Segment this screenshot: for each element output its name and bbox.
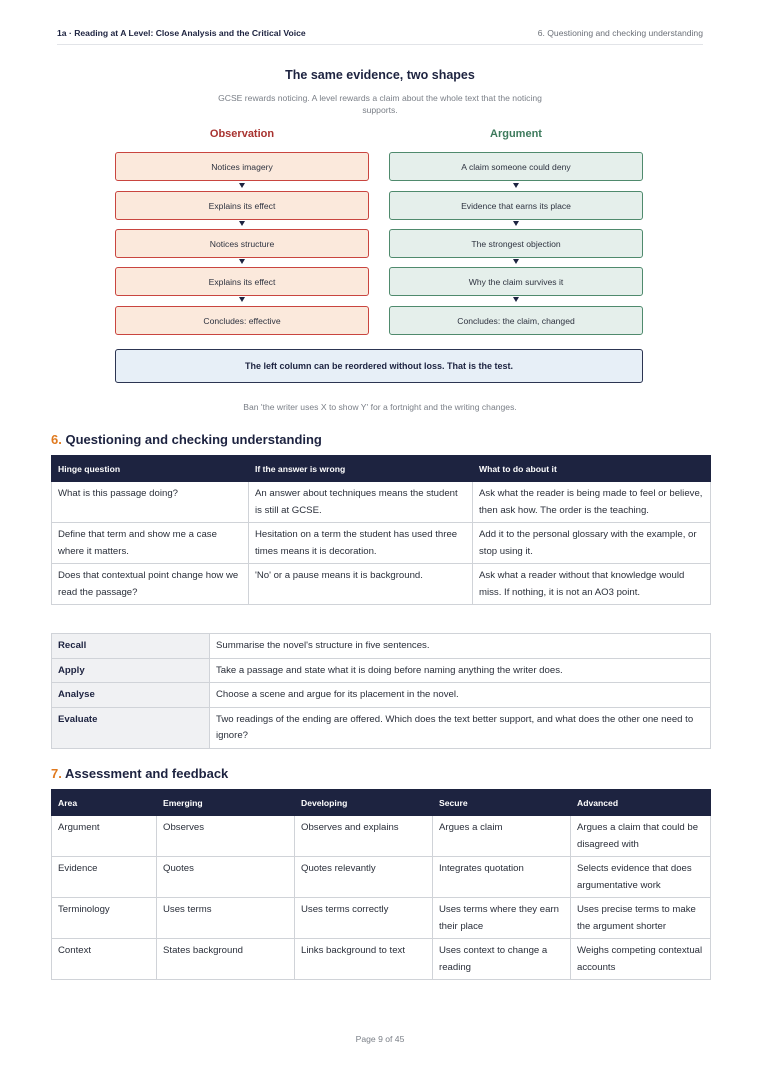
down-arrow-icon (239, 259, 245, 264)
table-cell: Define that term and show me a case where it matters. (52, 523, 249, 564)
level-label: Recall (52, 634, 210, 659)
question-levels-table (51, 633, 711, 749)
table-cell: Observes (157, 816, 295, 857)
table-cell: Add it to the personal glossary with the example, or stop using it. (473, 523, 711, 564)
table-cell: Does that contextual point change how we read the passage? (52, 564, 249, 605)
page-number: Page 9 of 45 (355, 1034, 405, 1044)
table-cell: Quotes relevantly (295, 857, 433, 898)
column-header: If the answer is wrong (249, 456, 473, 482)
column-header: Developing (295, 790, 433, 816)
table-row (52, 898, 711, 939)
down-arrow-icon (513, 297, 519, 302)
document-title: 1a · Reading at A Level: Close Analysis and the Critical Voice (57, 28, 306, 38)
current-section: 6. Questioning and checking understanding (537, 28, 703, 38)
table-row (52, 564, 711, 605)
table-cell: Uses context to change a reading (433, 939, 571, 980)
table-row (52, 816, 711, 857)
down-arrow-icon (513, 183, 519, 188)
section-number: 7. (51, 766, 62, 781)
table-cell: Ask what a reader without that knowledge would miss. If nothing, it is not an AO3 point. (473, 564, 711, 605)
table-cell: Take a passage and state what it is doing before naming anything the writer does. (210, 658, 711, 683)
table-row (52, 939, 711, 980)
observation-heading: Observation (209, 128, 275, 140)
table-cell: Argues a claim (433, 816, 571, 857)
table-cell: Argument (52, 816, 157, 857)
argument-heading: Argument (490, 128, 542, 140)
observation-step: Notices imagery (115, 152, 369, 181)
section-6-heading (51, 432, 322, 447)
observation-step: Notices structure (115, 229, 369, 258)
table-row (52, 658, 711, 683)
table-cell: 'No' or a pause means it is background. (249, 564, 473, 605)
column-header: What to do about it (473, 456, 711, 482)
diagram-subtitle: GCSE rewards noticing. A level rewards a claim about the whole text that the noticing supports. (218, 93, 542, 115)
table-cell: Summarise the novel's structure in five sentences. (210, 634, 711, 659)
table-cell: An answer about techniques means the student is still at GCSE. (249, 482, 473, 523)
table-row (52, 482, 711, 523)
table-header-row (52, 790, 711, 816)
table-cell: Argues a claim that could be disagreed with (571, 816, 711, 857)
section-title: Assessment and feedback (64, 766, 229, 781)
table-cell: Selects evidence that does argumentative work (571, 857, 711, 898)
table-header-row (52, 456, 711, 482)
argument-step: Why the claim survives it (389, 267, 643, 296)
column-header: Secure (433, 790, 571, 816)
table-cell: Uses terms correctly (295, 898, 433, 939)
table-cell: Uses precise terms to make the argument shorter (571, 898, 711, 939)
column-header: Advanced (571, 790, 711, 816)
assessment-rubric-table (51, 789, 711, 980)
table-row (52, 523, 711, 564)
argument-step: Evidence that earns its place (389, 191, 643, 220)
table-cell: States background (157, 939, 295, 980)
running-header (57, 28, 703, 45)
table-row (52, 857, 711, 898)
diagram-title: The same evidence, two shapes (285, 68, 475, 82)
level-label: Evaluate (52, 707, 210, 748)
table-cell: Uses terms (157, 898, 295, 939)
table-cell: Hesitation on a term the student has used three times means it is decoration. (249, 523, 473, 564)
table-cell: Quotes (157, 857, 295, 898)
argument-step: A claim someone could deny (389, 152, 643, 181)
table-cell: Ask what the reader is being made to feel or believe, then ask how. The order is the teaching. (473, 482, 711, 523)
diagram-caption: Ban 'the writer uses X to show Y' for a fortnight and the writing changes. (243, 402, 517, 412)
down-arrow-icon (239, 183, 245, 188)
table-cell: Weighs competing contextual accounts (571, 939, 711, 980)
table-cell: Observes and explains (295, 816, 433, 857)
argument-step: The strongest objection (389, 229, 643, 258)
level-label: Apply (52, 658, 210, 683)
table-cell: Uses terms where they earn their place (433, 898, 571, 939)
table-cell: Integrates quotation (433, 857, 571, 898)
down-arrow-icon (513, 259, 519, 264)
table-cell: Evidence (52, 857, 157, 898)
table-cell: Terminology (52, 898, 157, 939)
table-cell: Choose a scene and argue for its placement in the novel. (210, 683, 711, 708)
down-arrow-icon (513, 221, 519, 226)
argument-step: Concludes: the claim, changed (389, 306, 643, 335)
table-cell: Two readings of the ending are offered. Which does the text better support, and what does the other one need to ignore? (210, 707, 711, 748)
down-arrow-icon (239, 297, 245, 302)
test-statement: The left column can be reordered without loss. That is the test. (115, 349, 643, 383)
column-header: Emerging (157, 790, 295, 816)
observation-step: Concludes: effective (115, 306, 369, 335)
section-title: Questioning and checking understanding (65, 432, 322, 447)
hinge-question-table (51, 455, 711, 605)
table-cell: Links background to text (295, 939, 433, 980)
observation-step: Explains its effect (115, 191, 369, 220)
section-7-heading (51, 766, 228, 781)
section-number: 6. (51, 432, 62, 447)
table-cell: Context (52, 939, 157, 980)
table-row (52, 634, 711, 659)
down-arrow-icon (239, 221, 245, 226)
table-row (52, 707, 711, 748)
column-header: Area (52, 790, 157, 816)
observation-step: Explains its effect (115, 267, 369, 296)
column-header: Hinge question (52, 456, 249, 482)
table-row (52, 683, 711, 708)
table-cell: What is this passage doing? (52, 482, 249, 523)
level-label: Analyse (52, 683, 210, 708)
